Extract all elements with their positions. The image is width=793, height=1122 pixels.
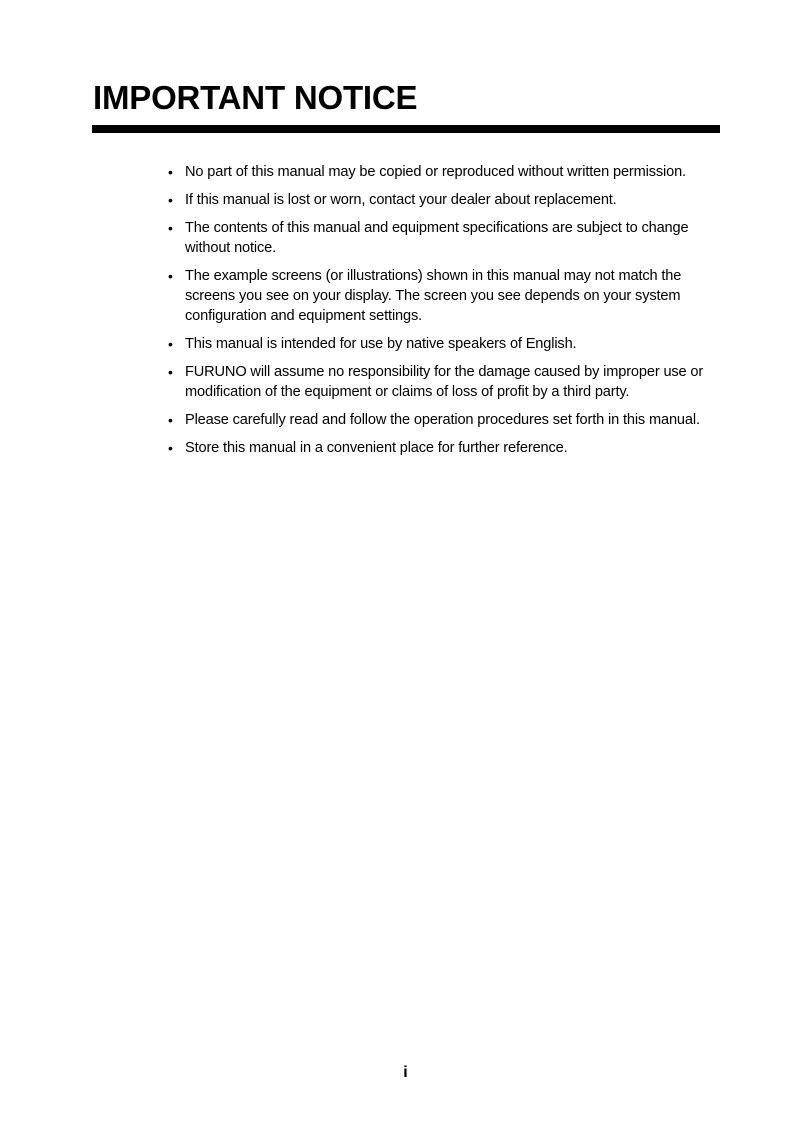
notice-text: This manual is intended for use by native speakers of English. [185,336,577,352]
list-item [168,218,720,258]
list-item [168,410,720,430]
bullet-icon: • [168,268,173,284]
notice-text: FURUNO will assume no responsibility for the damage caused by improper use or modification of the equipment or claims of loss of profit by a third party. [185,364,704,400]
list-item [168,362,720,402]
bullet-icon: • [168,364,173,380]
title-divider [92,125,720,133]
list-item [168,438,720,458]
notice-text: The example screens (or illustrations) shown in this manual may not match the screens you see on your display. The screen you see depends on your system configuration and equipment settings. [185,268,682,324]
page-number: i [403,1064,408,1081]
notice-text: The contents of this manual and equipment specifications are subject to change without notice. [185,220,689,256]
bullet-icon: • [168,220,173,236]
bullet-icon: • [168,412,173,428]
notice-text: Please carefully read and follow the operation procedures set forth in this manual. [185,412,700,428]
notice-text: No part of this manual may be copied or reproduced without written permission. [185,164,686,180]
bullet-icon: • [168,336,173,352]
list-item [168,162,720,182]
notice-text: If this manual is lost or worn, contact your dealer about replacement. [185,192,617,208]
list-item [168,334,720,354]
page-title: IMPORTANT NOTICE [93,79,418,116]
bullet-icon: • [168,164,173,180]
bullet-icon: • [168,192,173,208]
list-item [168,190,720,210]
notice-text: Store this manual in a convenient place for further reference. [185,440,568,456]
bullet-icon: • [168,440,173,456]
list-item [168,266,720,326]
notice-list [168,162,720,466]
